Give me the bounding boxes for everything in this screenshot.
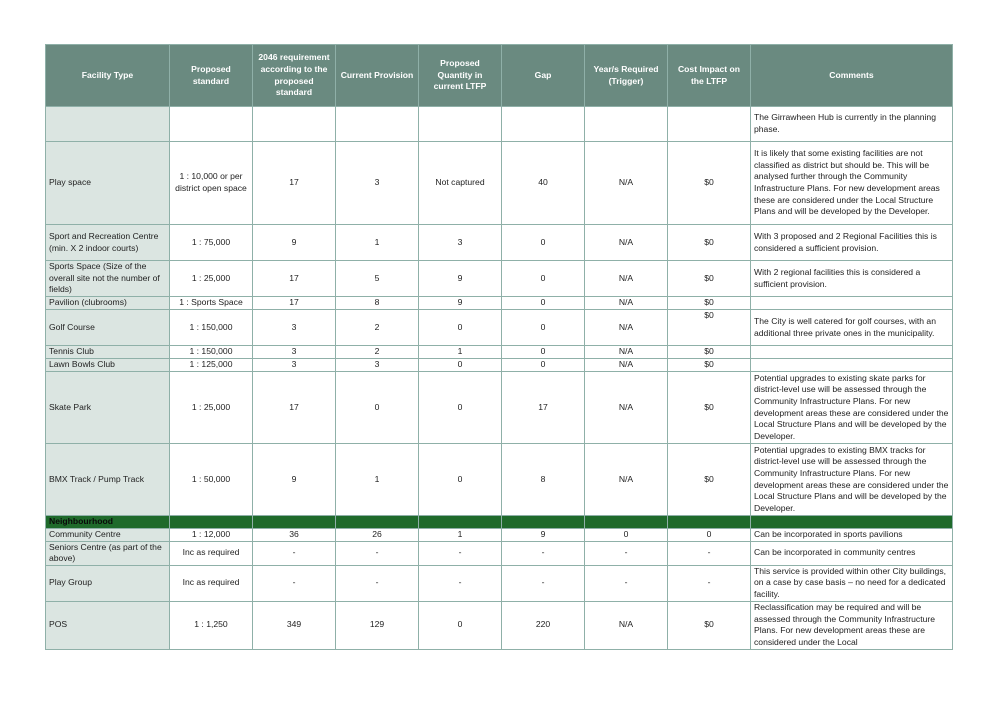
facility-type-cell: Community Centre (46, 528, 170, 541)
comment-cell: Potential upgrades to existing BMX tracks for district-level use will be assessed through the Community Infrastructure Plans. For new development areas these are considered under the Local Structure Plans and will be developed by the Developer. (751, 444, 953, 516)
requirement-2046-cell: 17 (253, 297, 336, 310)
gap-cell (502, 107, 585, 142)
section-row-neighbourhood (46, 516, 953, 529)
current-provision-cell: 5 (336, 261, 419, 297)
cost-impact-cell (668, 107, 751, 142)
facility-type-cell: Play space (46, 142, 170, 225)
comment-cell: Reclassification may be required and will be assessed through the Community Infrastructure Plans. For new development areas these are considered under the Local (751, 601, 953, 649)
proposed-quantity-cell: 0 (419, 359, 502, 372)
header-proposed-quantity: Proposed Quantity in current LTFP (419, 45, 502, 107)
current-provision-cell: 1 (336, 444, 419, 516)
comment-cell: The Girrawheen Hub is currently in the planning phase. (751, 107, 953, 142)
table-row (46, 359, 953, 372)
years-required-cell: N/A (585, 225, 668, 261)
cost-impact-cell: - (668, 541, 751, 565)
header-proposed-standard: Proposed standard (170, 45, 253, 107)
proposed-quantity-cell: 9 (419, 297, 502, 310)
section-label: Neighbourhood (46, 516, 170, 529)
facility-type-cell: Lawn Bowls Club (46, 359, 170, 372)
cost-impact-cell: $0 (668, 297, 751, 310)
current-provision-cell: 3 (336, 142, 419, 225)
cost-impact-cell: $0 (668, 444, 751, 516)
proposed-standard-cell: 1 : 12,000 (170, 528, 253, 541)
cost-impact-cell: $0 (668, 359, 751, 372)
comment-cell: Can be incorporated in community centres (751, 541, 953, 565)
years-required-cell: N/A (585, 359, 668, 372)
cost-impact-cell: 0 (668, 528, 751, 541)
requirement-2046-cell: 17 (253, 261, 336, 297)
years-required-cell: N/A (585, 346, 668, 359)
comment-cell (751, 346, 953, 359)
requirement-2046-cell: 17 (253, 372, 336, 444)
comment-cell: It is likely that some existing facilities are not classified as district but should be. This will be analysed further through the Community Infrastructure Plans. For new development areas these are considered under the Local Structure Plans and will be developed by the Developer. (751, 142, 953, 225)
years-required-cell: - (585, 565, 668, 601)
current-provision-cell: 2 (336, 310, 419, 346)
current-provision-cell (336, 107, 419, 142)
proposed-quantity-cell: Not captured (419, 142, 502, 225)
table-row (46, 225, 953, 261)
proposed-standard-cell: 1 : 25,000 (170, 261, 253, 297)
cost-impact-cell: - (668, 565, 751, 601)
proposed-quantity-cell (419, 107, 502, 142)
proposed-quantity-cell: 1 (419, 528, 502, 541)
facility-type-cell: Seniors Centre (as part of the above) (46, 541, 170, 565)
header-current-provision: Current Provision (336, 45, 419, 107)
table-row (46, 565, 953, 601)
header-gap: Gap (502, 45, 585, 107)
years-required-cell: 0 (585, 528, 668, 541)
proposed-standard-cell: 1 : 25,000 (170, 372, 253, 444)
gap-cell: 9 (502, 528, 585, 541)
years-required-cell: N/A (585, 444, 668, 516)
proposed-quantity-cell: 0 (419, 310, 502, 346)
years-required-cell: N/A (585, 142, 668, 225)
proposed-standard-cell: 1 : 10,000 or per district open space (170, 142, 253, 225)
cost-impact-cell: $0 (668, 261, 751, 297)
proposed-quantity-cell: 0 (419, 601, 502, 649)
current-provision-cell: 3 (336, 359, 419, 372)
proposed-quantity-cell: - (419, 565, 502, 601)
comment-cell: Can be incorporated in sports pavilions (751, 528, 953, 541)
table-row (46, 310, 953, 346)
proposed-standard-cell: 1 : 50,000 (170, 444, 253, 516)
proposed-standard-cell: Inc as required (170, 565, 253, 601)
facility-type-cell (46, 107, 170, 142)
comment-cell: Potential upgrades to existing skate parks for district-level use will be assessed through the Community Infrastructure Plans. For new development areas these are considered under the Local Structure Plans and will be developed by the Developer. (751, 372, 953, 444)
facility-type-cell: BMX Track / Pump Track (46, 444, 170, 516)
years-required-cell: N/A (585, 601, 668, 649)
cost-impact-cell: $0 (668, 601, 751, 649)
facility-type-cell: Play Group (46, 565, 170, 601)
years-required-cell: N/A (585, 310, 668, 346)
facility-type-cell: POS (46, 601, 170, 649)
gap-cell: - (502, 541, 585, 565)
facility-type-cell: Pavilion (clubrooms) (46, 297, 170, 310)
table-row (46, 528, 953, 541)
proposed-standard-cell: Inc as required (170, 541, 253, 565)
table-row (46, 107, 953, 142)
requirement-2046-cell (253, 107, 336, 142)
requirement-2046-cell: 3 (253, 346, 336, 359)
gap-cell: - (502, 565, 585, 601)
header-2046-requirement: 2046 requirement according to the proposed standard (253, 45, 336, 107)
current-provision-cell: 26 (336, 528, 419, 541)
proposed-quantity-cell: 1 (419, 346, 502, 359)
proposed-standard-cell (170, 107, 253, 142)
current-provision-cell: 129 (336, 601, 419, 649)
gap-cell: 8 (502, 444, 585, 516)
years-required-cell: N/A (585, 372, 668, 444)
facility-type-cell: Sport and Recreation Centre (min. X 2 indoor courts) (46, 225, 170, 261)
proposed-quantity-cell: 3 (419, 225, 502, 261)
cost-impact-cell: $0 (668, 372, 751, 444)
gap-cell: 0 (502, 297, 585, 310)
header-years-required: Year/s Required (Trigger) (585, 45, 668, 107)
comment-cell (751, 359, 953, 372)
years-required-cell (585, 107, 668, 142)
proposed-quantity-cell: - (419, 541, 502, 565)
cost-impact-cell: $0 (668, 225, 751, 261)
requirement-2046-cell: 349 (253, 601, 336, 649)
cost-impact-cell: $0 (668, 142, 751, 225)
requirement-2046-cell: - (253, 541, 336, 565)
proposed-quantity-cell: 0 (419, 444, 502, 516)
table-body (46, 107, 953, 650)
table-row (46, 142, 953, 225)
table-row (46, 601, 953, 649)
proposed-standard-cell: 1 : 125,000 (170, 359, 253, 372)
proposed-standard-cell: 1 : 150,000 (170, 310, 253, 346)
facility-provision-table (45, 44, 953, 650)
current-provision-cell: 0 (336, 372, 419, 444)
table-row (46, 372, 953, 444)
years-required-cell: N/A (585, 297, 668, 310)
current-provision-cell: - (336, 565, 419, 601)
requirement-2046-cell: 17 (253, 142, 336, 225)
table-row (46, 541, 953, 565)
comment-cell: The City is well catered for golf courses, with an additional three private ones in the municipality. (751, 310, 953, 346)
comment-cell (751, 297, 953, 310)
cost-impact-cell: $0 (668, 310, 751, 346)
gap-cell: 40 (502, 142, 585, 225)
proposed-standard-cell: 1 : 75,000 (170, 225, 253, 261)
current-provision-cell: 2 (336, 346, 419, 359)
years-required-cell: - (585, 541, 668, 565)
header-cost-impact: Cost Impact on the LTFP (668, 45, 751, 107)
comment-cell: With 3 proposed and 2 Regional Facilities this is considered a sufficient provision. (751, 225, 953, 261)
requirement-2046-cell: 3 (253, 310, 336, 346)
proposed-standard-cell: 1 : 150,000 (170, 346, 253, 359)
comment-cell: With 2 regional facilities this is considered a sufficient provision. (751, 261, 953, 297)
requirement-2046-cell: 36 (253, 528, 336, 541)
requirement-2046-cell: 9 (253, 225, 336, 261)
gap-cell: 220 (502, 601, 585, 649)
table-row (46, 444, 953, 516)
proposed-quantity-cell: 0 (419, 372, 502, 444)
gap-cell: 0 (502, 359, 585, 372)
current-provision-cell: - (336, 541, 419, 565)
cost-impact-cell: $0 (668, 346, 751, 359)
requirement-2046-cell: 9 (253, 444, 336, 516)
facility-type-cell: Tennis Club (46, 346, 170, 359)
gap-cell: 0 (502, 225, 585, 261)
gap-cell: 0 (502, 310, 585, 346)
proposed-quantity-cell: 9 (419, 261, 502, 297)
gap-cell: 0 (502, 346, 585, 359)
current-provision-cell: 1 (336, 225, 419, 261)
facility-type-cell: Sports Space (Size of the overall site not the number of fields) (46, 261, 170, 297)
proposed-standard-cell: 1 : 1,250 (170, 601, 253, 649)
requirement-2046-cell: 3 (253, 359, 336, 372)
facility-type-cell: Golf Course (46, 310, 170, 346)
table-row (46, 346, 953, 359)
table-row (46, 297, 953, 310)
gap-cell: 0 (502, 261, 585, 297)
requirement-2046-cell: - (253, 565, 336, 601)
gap-cell: 17 (502, 372, 585, 444)
current-provision-cell: 8 (336, 297, 419, 310)
table-row (46, 261, 953, 297)
table-header (46, 45, 953, 107)
header-facility-type: Facility Type (46, 45, 170, 107)
years-required-cell: N/A (585, 261, 668, 297)
proposed-standard-cell: 1 : Sports Space (170, 297, 253, 310)
comment-cell: This service is provided within other City buildings, on a case by case basis – no need for a dedicated facility. (751, 565, 953, 601)
header-comments: Comments (751, 45, 953, 107)
facility-type-cell: Skate Park (46, 372, 170, 444)
